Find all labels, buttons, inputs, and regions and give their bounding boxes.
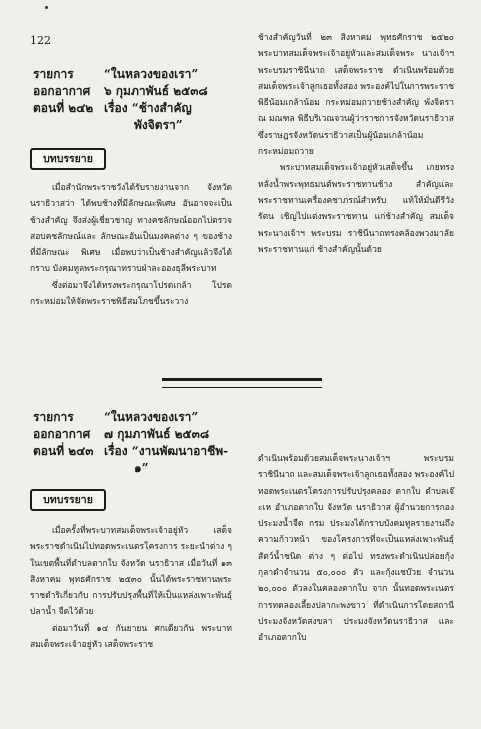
program-label: รายการ	[33, 410, 74, 424]
preface-heading: บทบรรยาย	[30, 489, 106, 511]
episode-subject: เรื่อง “ช้างสำคัญ	[104, 101, 192, 115]
aired-date: ๗ กุมภาพันธ์ ๒๕๓๘	[104, 427, 210, 441]
episode-subject-cont: ๑”	[134, 461, 149, 475]
paragraph: ซึ่งต่อมาจึงได้ทรงพระกรุณาโปรดเกล้า โปรดกระหม่อมให้จัดพระราชพิธีสมโภชขึ้นระวาง	[30, 280, 232, 308]
right-column	[258, 30, 454, 258]
left-column	[30, 523, 232, 653]
ink-speck	[45, 6, 48, 9]
aired-label: ออกอากาศ	[33, 427, 91, 441]
section-divider	[162, 378, 322, 388]
program-title: “ในหลวงของเรา”	[104, 67, 199, 81]
aired-label: ออกอากาศ	[33, 84, 91, 98]
episode-meta-values	[104, 66, 234, 134]
aired-date: ๖ กุมภาพันธ์ ๒๕๓๘	[104, 84, 208, 98]
paragraph: ช้างสำคัญวันที่ ๒๓ สิงหาคม พุทธศักราช ๒๕๒๐ พระบาทสมเด็จพระเจ้าอยู่หัวและสมเด็จพระ นางเจ้าฯ พระบรมราชินีนาถ เสด็จพระราช ดำเนินพร้อมด้วยสมเด็จพระเจ้าลูกเธอทั้งสอง พระองค์ไปในการพระราชพิธีน้อมเกล้าน้อม กระหม่อมถวายช้างสำคัญ พังจิตรา ณ มณฑล พิธีบริเวณจวนผู้ว่าราชการจังหวัดนราธิวาส ซึ่งราษฎรจังหวัดนราธิวาสเป็นผู้น้อมเกล้าน้อม กระหม่อมถวาย	[258, 33, 454, 158]
episode-label: ตอนที่ ๒๔๓	[33, 444, 94, 458]
right-column	[258, 451, 454, 647]
paragraph: ดำเนินพร้อมด้วยสมเด็จพระนางเจ้าฯ พระบรม ราชินีนาถ และสมเด็จพระเจ้าลูกเธอทั้งสอง พระองค์ไปทอดพระเนตรโครงการปรับปรุงคลอง ตากใบ ตำบลเจ๊ะเห อำเภอตากใบ จังหวัด นราธิวาส ผู้อำนวยการกองประมงน้ำจืด กรม ประมงได้กราบบังคมทูลรายงานถึงความก้าวหน้า ของโครงการที่จะเป็นแหล่งเพาะพันธุ์สัตว์น้ำชนิด ต่าง ๆ ต่อไป ทรงพระดำเนินปล่อยกุ้งกุลาดำจำนวน ๕๐,๐๐๐ ตัว และกุ้งแชบ๊วย จำนวน ๒๐,๐๐๐ ตัวลงในคลองตากใบ จาก นั้นทอดพระเนตรการทดลองเลี้ยงปลากะพงขาว ที่ดำเนินการโดยสถานีประมงจังหวัดสงขลา ประมงจังหวัดนราธิวาส และอำเภอตากใบ	[258, 454, 454, 644]
episode-subject: เรื่อง “งานพัฒนาอาชีพ-	[104, 444, 229, 458]
episode-section-243	[0, 405, 481, 725]
paragraph: เมื่อสำนักพระราชวังได้รับรายงานจาก จังหวัดนราธิวาสว่า ได้พบช้างที่มีลักษณะพิเศษ อันอาจจะเป็นช้างสำคัญ จึงส่งผู้เชี่ยวชาญ ทางคชลักษณ์ออกไปตรวจสอบคชลักษณ์และ ลักษณะอันเป็นมงคลต่าง ๆ ของช้างที่มีลักษณะ พิเศษ เมื่อพบว่าเป็นช้างสำคัญแล้วจึงได้กราบ บังคมทูลพระกรุณาทราบฝ่าละอองธุลีพระบาท	[30, 183, 232, 275]
preface-heading: บทบรรยาย	[30, 148, 106, 170]
left-column	[30, 180, 232, 310]
episode-meta-labels	[33, 409, 103, 460]
episode-meta-values	[104, 409, 234, 477]
episode-meta-labels	[33, 66, 103, 117]
program-label: รายการ	[33, 67, 74, 81]
paragraph: พระบาทสมเด็จพระเจ้าอยู่หัวเสด็จขึ้น เกยทรงหลั่งน้ำพระพุทธมนต์พระราชทานช้าง สำคัญและพระราชทานเครื่องคชาภรณ์สำหรับ แท้ให้มั่นดีรีวังรัตน เชิญไปแต่งพระราชทาน แก่ช้างสำคัญ สมเด็จพระนางเจ้าฯ พระบรม ราชินีนาถทรงคล้องพวงมาลัยพระราชทานแก่ ช้างสำคัญนั้นด้วย	[258, 163, 454, 255]
paragraph: ต่อมาวันที่ ๑๔ กันยายน ศกเดียวกัน พระบาทสมเด็จพระเจ้าอยู่หัว เสด็จพระราช	[30, 623, 232, 651]
episode-label: ตอนที่ ๒๔๒	[33, 101, 94, 115]
page-number: 122	[30, 34, 51, 47]
paragraph: เมื่อครั้งที่พระบาทสมเด็จพระเจ้าอยู่หัว เสด็จพระราชดำเนินไปทอดพระเนตรโครงการ ระยะนำต่าง ๆ ในเขตพื้นที่ตำบลตากใบ จังหวัด นราธิวาส เมื่อวันที่ ๑๓ สิงหาคม พุทธศักราช ๒๕๓๐ นั้นได้พระราชทานพระราชดำริเกี่ยวกับ การปรับปรุงพื้นที่ให้เป็นแหล่งเพาะพันธุ์ปลาน้ำ จืดไว้ด้วย	[30, 526, 232, 618]
episode-subject-cont: พังจิตรา”	[134, 118, 183, 132]
program-title: “ในหลวงของเรา”	[104, 410, 199, 424]
